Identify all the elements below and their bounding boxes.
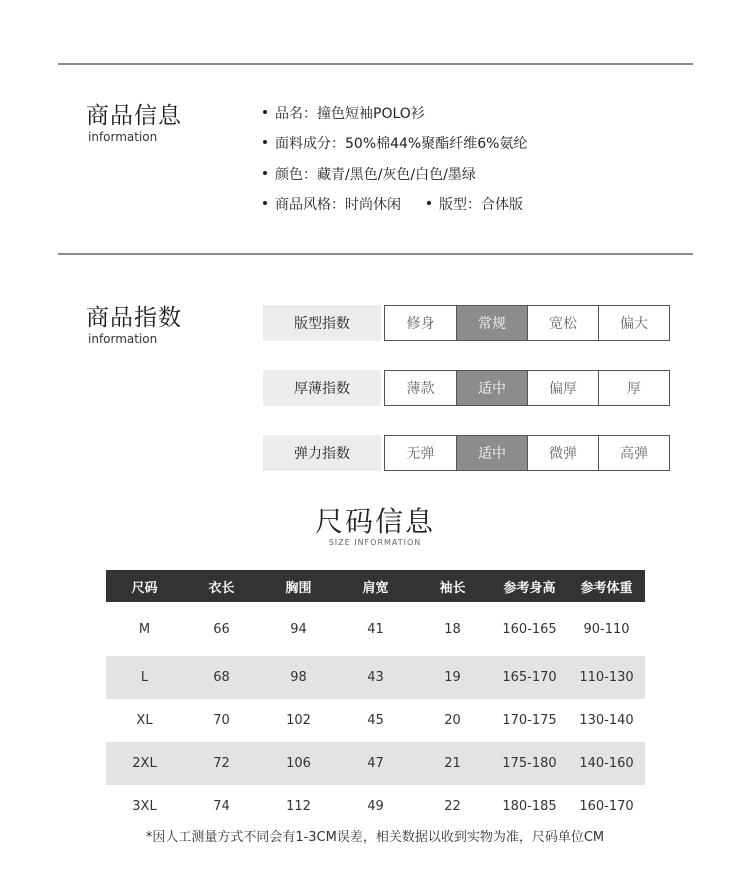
index-option-selected: 适中 [456,371,527,405]
index-label: 弹力指数 [263,435,381,471]
header-cell: 胸围 [260,570,337,602]
index-option: 高弹 [598,436,669,470]
table-cell: 110-130 [568,656,645,699]
bullet-icon [427,201,431,205]
index-option-selected: 适中 [456,436,527,470]
table-cell: 68 [183,656,260,699]
table-cell: 170-175 [502,713,557,728]
bullet-icon [263,171,267,175]
header-cell: 衣长 [183,570,260,602]
bullet-icon [263,140,267,144]
table-cell: 165-170 [491,656,568,699]
index-option: 无弹 [406,446,435,462]
table-cell: L [106,656,183,699]
header-cell: 参考体重 [568,570,645,602]
product-name: 品名：撞色短袖POLO衫 [275,106,425,122]
info-line-style [263,194,401,214]
header-cell: 肩宽 [337,570,414,602]
table-cell: 130-140 [579,713,634,728]
table-cell: 21 [414,742,491,785]
table-cell: 43 [337,656,414,699]
measurement-note: *因人工测量方式不同会有1-3CM误差，相关数据以收到实物为准，尺码单位CM [145,830,605,845]
index-option: 薄款 [406,381,435,397]
size-info-title: 尺码信息 [314,505,435,538]
table-cell: 94 [290,621,307,637]
middle-divider [58,253,693,255]
index-option: 微弹 [527,436,598,470]
info-line-name [263,103,425,123]
product-index-subtitle: information [88,332,158,346]
index-label: 厚薄指数 [263,370,381,406]
index-options [384,305,670,341]
product-fit: 版型：合体版 [439,197,523,213]
table-cell: 72 [183,742,260,785]
index-row-thickness [263,370,670,406]
header-cell: 参考身高 [491,570,568,602]
table-row [106,742,645,785]
index-row-elasticity [263,435,670,471]
table-cell: 98 [260,656,337,699]
table-row [106,785,645,828]
table-cell: 106 [260,742,337,785]
header-cell: 尺码 [106,570,183,602]
table-cell: 160-170 [579,799,634,814]
table-cell: 160-165 [502,621,557,637]
product-style: 商品风格：时尚休闲 [275,197,401,213]
table-cell: 22 [444,799,461,814]
table-cell: 18 [444,621,461,637]
table-cell: 74 [213,799,230,814]
index-option: 厚 [598,371,669,405]
table-cell: 45 [367,713,384,728]
index-option: 修身 [406,316,435,332]
index-label: 版型指数 [263,305,381,341]
bullet-icon [263,110,267,114]
size-table-header [106,570,645,602]
table-row [106,602,645,656]
table-cell: 180-185 [502,799,557,814]
index-option: 宽松 [527,306,598,340]
product-info-subtitle: information [88,130,158,144]
top-divider [58,63,693,65]
table-cell: XL [136,713,153,728]
product-index-title: 商品指数 [86,305,182,331]
table-cell: 66 [213,621,230,637]
index-row-fit [263,305,670,341]
index-option: 偏厚 [527,371,598,405]
table-cell: 140-160 [568,742,645,785]
table-cell: 90-110 [583,621,630,637]
index-options [384,370,670,406]
product-colors: 颜色：藏青/黑色/灰色/白色/墨绿 [275,167,476,183]
size-table [106,570,645,828]
product-info-title: 商品信息 [86,103,182,129]
table-cell: 19 [414,656,491,699]
table-cell: 47 [337,742,414,785]
header-cell: 袖长 [414,570,491,602]
table-cell: 102 [286,713,311,728]
index-option-selected: 常规 [456,306,527,340]
table-row [106,699,645,742]
info-line-material [263,133,527,153]
size-info-subtitle: SIZE INFORMATION [328,538,422,547]
bullet-icon [263,201,267,205]
table-cell: 49 [367,799,384,814]
table-cell: M [138,621,151,637]
table-cell: 41 [367,621,384,637]
table-row [106,656,645,699]
table-cell: 2XL [106,742,183,785]
table-cell: 20 [444,713,461,728]
table-cell: 70 [213,713,230,728]
table-cell: 3XL [132,799,157,814]
info-line-fit [427,194,523,214]
product-material: 面料成分：50%棉44%聚酯纤维6%氨纶 [275,136,528,152]
info-line-colors [263,164,476,184]
index-option: 偏大 [598,306,669,340]
table-cell: 175-180 [491,742,568,785]
index-options [384,435,670,471]
table-cell: 112 [286,799,311,814]
